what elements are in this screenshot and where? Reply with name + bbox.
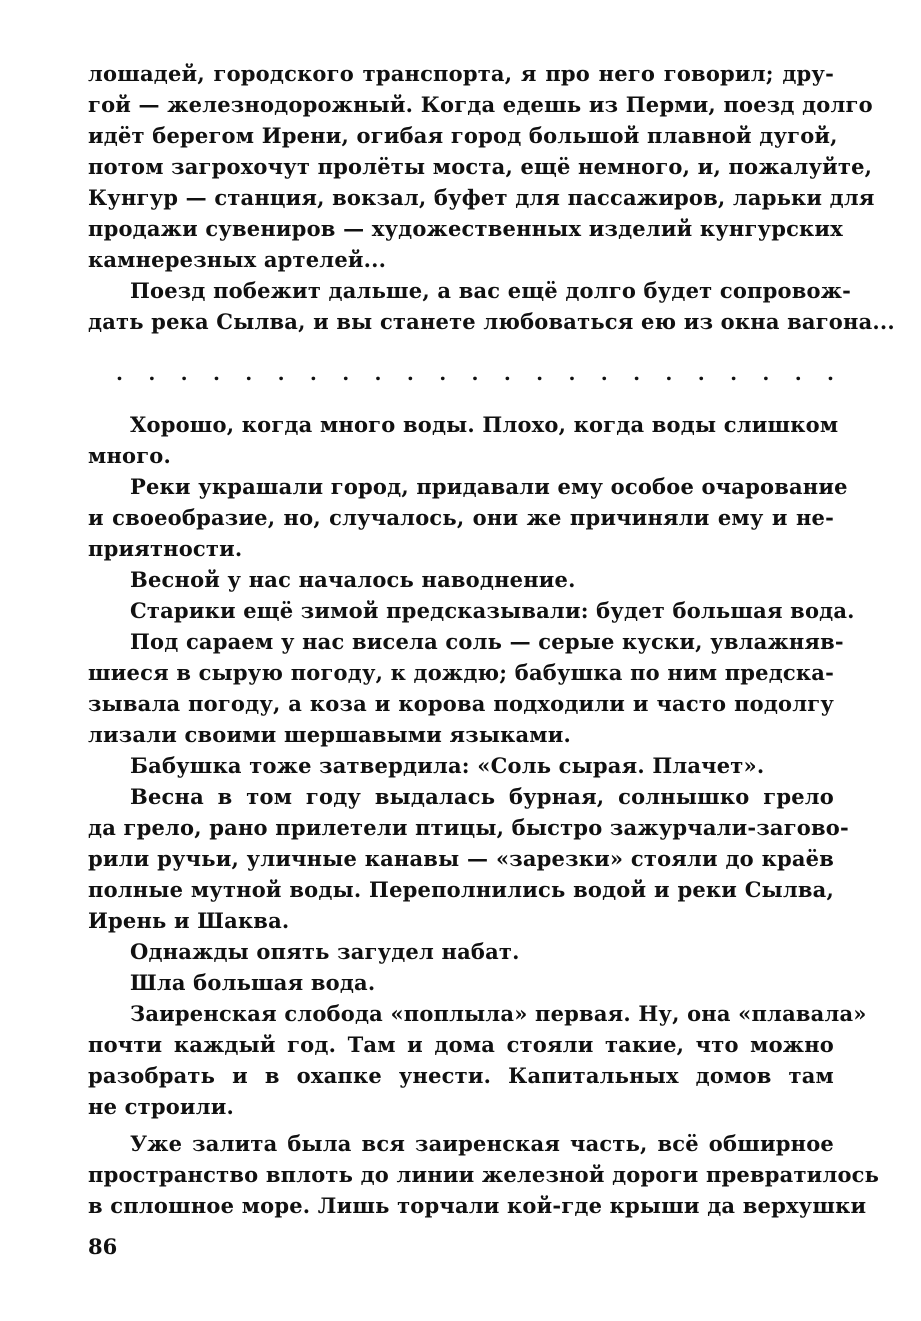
text-line: Реки украшали город, придавали ему особое очарование xyxy=(130,474,848,499)
text-line: много. xyxy=(88,443,172,468)
paragraph xyxy=(88,967,834,998)
text-line: шиеся в сырую погоду, к дождю; бабушка по ним предска- xyxy=(88,660,834,685)
text-line: лошадей, городского транспорта, я про него говорил; дру- xyxy=(88,61,834,86)
text-line: Весной у нас началось наводнение. xyxy=(130,567,576,592)
paragraph xyxy=(88,781,849,936)
text-line: в сплошное море. Лишь торчали кой-где крыши да верхушки xyxy=(88,1193,867,1218)
paragraph xyxy=(88,275,895,337)
paragraph xyxy=(88,471,848,564)
text-line: Под сараем у нас висела соль — серые куски, увлажняв- xyxy=(130,629,844,654)
text-line: идёт берегом Ирени, огибая город большой плавной дугой, xyxy=(88,123,838,148)
paragraph xyxy=(88,998,867,1122)
paragraph xyxy=(88,564,834,595)
text-line: лизали своими шершавыми языками. xyxy=(88,722,572,747)
text-line: да грело, рано прилетели птицы, быстро зажурчали-загово- xyxy=(88,815,849,840)
paragraph xyxy=(88,58,875,275)
paragraph xyxy=(88,1128,880,1221)
text-line: почти каждый год. Там и дома стояли такие, что можно xyxy=(88,1032,834,1057)
text-line: дать река Сылва, и вы станете любоваться ею из окна вагона... xyxy=(88,309,895,334)
paragraph xyxy=(88,626,844,750)
text-line: Уже залита была вся заиренская часть, всё обширное xyxy=(130,1131,834,1156)
text-line: пространство вплоть до линии железной дороги превратилось xyxy=(88,1162,880,1187)
paragraph xyxy=(88,409,839,471)
section-separator: . . . . . . . . . . . . . . . . . . . . . . . xyxy=(116,361,834,385)
text-line: приятности. xyxy=(88,536,243,561)
page-body xyxy=(88,58,895,1221)
text-line: продажи сувениров — художественных изделий кунгурских xyxy=(88,216,843,241)
text-line: зывала погоду, а коза и корова подходили и часто подолгу xyxy=(88,691,834,716)
text-line: не строили. xyxy=(88,1094,235,1119)
text-line: Старики ещё зимой предсказывали: будет большая вода. xyxy=(130,598,855,623)
text-line: Ирень и Шаква. xyxy=(88,908,290,933)
text-line: Поезд побежит дальше, а вас ещё долго будет сопровож- xyxy=(130,278,852,303)
text-line: полные мутной воды. Переполнились водой и реки Сылва, xyxy=(88,877,834,902)
paragraph xyxy=(88,750,834,781)
text-line: камнерезных артелей... xyxy=(88,247,387,272)
text-line: рили ручьи, уличные канавы — «зарезки» стояли до краёв xyxy=(88,846,834,871)
paragraph xyxy=(88,595,855,626)
text-line: Хорошо, когда много воды. Плохо, когда воды слишком xyxy=(130,412,839,437)
text-line: Бабушка тоже затвердила: «Соль сырая. Плачет». xyxy=(130,753,765,778)
text-line: Однажды опять загудел набат. xyxy=(130,939,520,964)
paragraph xyxy=(88,936,834,967)
text-line: Кунгур — станция, вокзал, буфет для пассажиров, ларьки для xyxy=(88,185,875,210)
text-line: Шла большая вода. xyxy=(130,970,376,995)
text-line: потом загрохочут пролёты моста, ещё немного, и, пожалуйте, xyxy=(88,154,873,179)
text-line: Заиренская слобода «поплыла» первая. Ну, она «плавала» xyxy=(130,1001,867,1026)
text-line: гой — железнодорожный. Когда едешь из Перми, поезд долго xyxy=(88,92,873,117)
text-line: разобрать и в охапке унести. Капитальных домов там xyxy=(88,1063,834,1088)
text-line: Весна в том году выдалась бурная, солнышко грело xyxy=(130,784,834,809)
page-number: 86 xyxy=(88,1234,118,1259)
text-line: и своеобразие, но, случалось, они же причиняли ему и не- xyxy=(88,505,834,530)
